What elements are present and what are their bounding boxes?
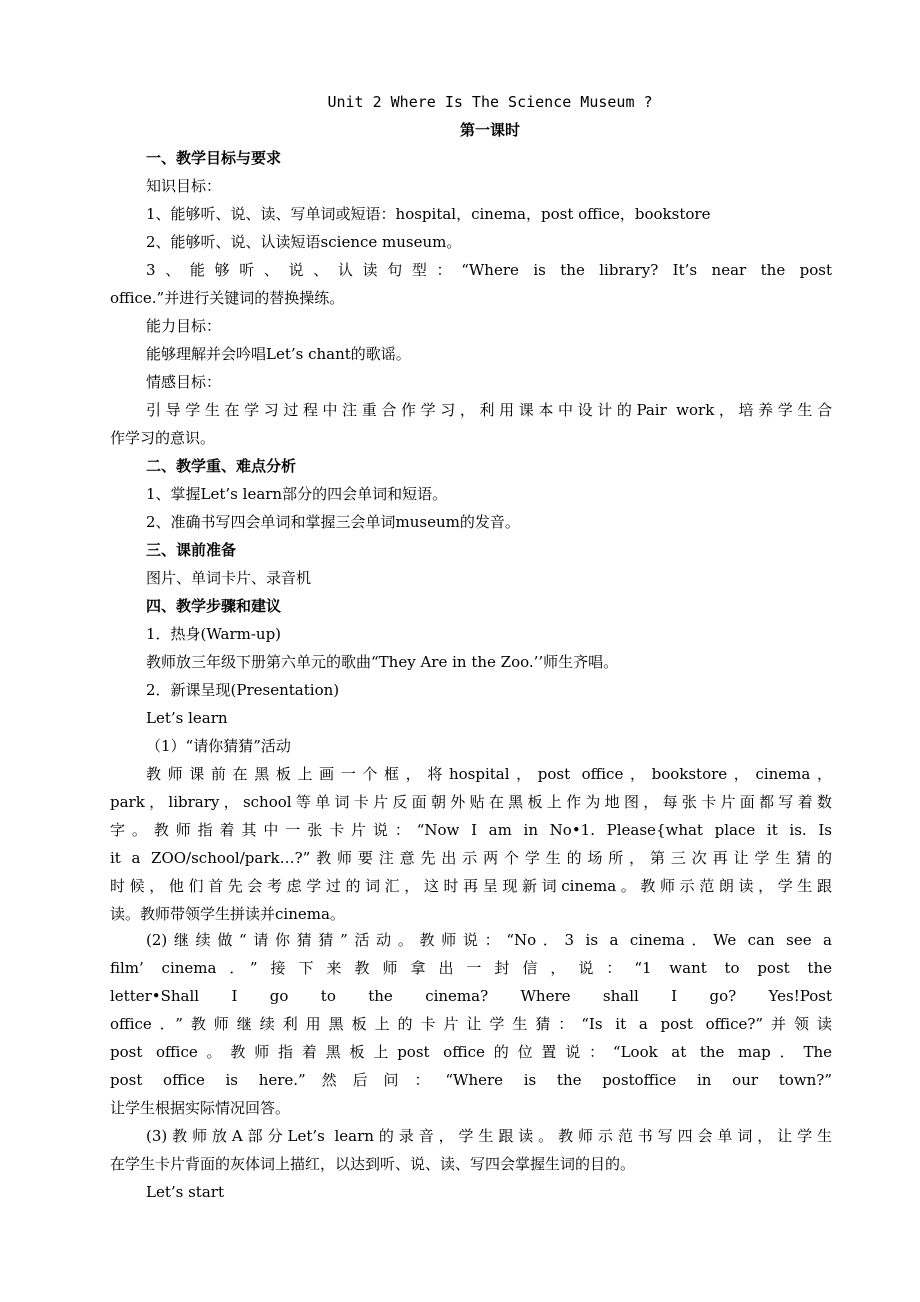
- activity-1-line-3: 字。教师指着其中一张卡片说：“Now I am in No•1. Please{what place it is. Is: [110, 821, 832, 839]
- activity-1-line-5: 时候，他们首先会考虑学过的词汇，这时再呈现新词cinema。教师示范朗读，学生跟: [110, 877, 832, 895]
- activity-2-line-4: office．”教师继续利用黑板上的卡片让学生猜：“Is it a post office?”并领读: [110, 1015, 832, 1033]
- knowledge-goal-3-line-2: office.”并进行关键词的替换操练。: [110, 289, 345, 307]
- page-title: Unit 2 Where Is The Science Museum ?: [327, 93, 653, 111]
- activity-2-line-5: post office。教师指着黑板上post office的位置说：“Look at the map．The: [110, 1043, 832, 1061]
- ability-goal: 能够理解并会吟唱Let’s chant的歌谣。: [146, 345, 411, 363]
- activity-2-line-2: film’ cinema．”接下来教师拿出一封信，说：“1 want to post the: [110, 959, 832, 977]
- activity-1-heading: （1）“请你猜猜”活动: [146, 737, 291, 755]
- section-heading-steps: 四、教学步骤和建议: [146, 597, 282, 615]
- activity-3-line-2: 在学生卡片背面的灰体词上描红，以达到听、说、读、写四会掌握生词的目的。: [110, 1155, 636, 1173]
- knowledge-goals-label: 知识目标：: [146, 177, 222, 195]
- keypoint-2: 2、准确书写四会单词和掌握三会单词museum的发音。: [146, 513, 520, 531]
- section-heading-prep: 三、课前准备: [146, 541, 237, 559]
- activity-1-line-1: 教师课前在黑板上画一个框，将hospital，post office，bookstore，cinema，: [146, 765, 832, 783]
- warmup-text: 教师放三年级下册第六单元的歌曲“They Are in the Zoo.’’师生齐唱。: [146, 653, 619, 671]
- emotion-goal-line-1: 引导学生在学习过程中注重合作学习，利用课本中设计的Pair work，培养学生合: [146, 401, 832, 419]
- ability-goals-label: 能力目标：: [146, 317, 222, 335]
- knowledge-goal-1: 1、能够听、说、读、写单词或短语：hospital，cinema，post office，bookstore: [146, 205, 711, 223]
- knowledge-goal-3-line-1: 3、能够听、说、认读句型：“Where is the library? It’s near the post: [146, 261, 832, 279]
- activity-1-line-4: it a ZOO/school/park…?”教师要注意先出示两个学生的场所，第三次再让学生猜的: [110, 849, 832, 867]
- activity-2-line-6: post office is here.”然后问：“Where is the postoffice in our town?”: [110, 1071, 832, 1089]
- knowledge-goal-2: 2、能够听、说、认读短语science museum。: [146, 233, 462, 251]
- emotion-goal-line-2: 作学习的意识。: [110, 429, 216, 447]
- activity-2-line-7: 让学生根据实际情况回答。: [110, 1099, 291, 1117]
- keypoint-1: 1、掌握Let’s learn部分的四会单词和短语。: [146, 485, 448, 503]
- activity-3-line-1: (3)教师放A部分Let’s learn的录音，学生跟读。教师示范书写四会单词，让学生: [146, 1127, 832, 1145]
- lesson-title: 第一课时: [459, 121, 520, 139]
- activity-1-line-6: 读。教师带领学生拼读并cinema。: [110, 905, 345, 923]
- activity-2-line-3: letter•Shall I go to the cinema? Where shall I go? Yes!Post: [110, 987, 832, 1005]
- warmup-heading: 1．热身(Warm-up): [146, 625, 282, 643]
- section-heading-keypoints: 二、教学重、难点分析: [146, 457, 297, 475]
- prep-text: 图片、单词卡片、录音机: [146, 569, 312, 587]
- presentation-heading: 2．新课呈现(Presentation): [146, 681, 340, 699]
- emotion-goals-label: 情感目标：: [146, 373, 222, 391]
- lets-start-label: Let’s start: [146, 1183, 224, 1201]
- lets-learn-label: Let’s learn: [146, 709, 228, 727]
- section-heading-goals: 一、教学目标与要求: [146, 149, 282, 167]
- activity-2-line-1: (2)继续做“请你猜猜”活动。教师说：“No．3 is a cinema．We can see a: [146, 931, 832, 949]
- activity-1-line-2: park，library，school等单词卡片反面朝外贴在黑板上作为地图，每张卡片面都写着数: [110, 793, 832, 811]
